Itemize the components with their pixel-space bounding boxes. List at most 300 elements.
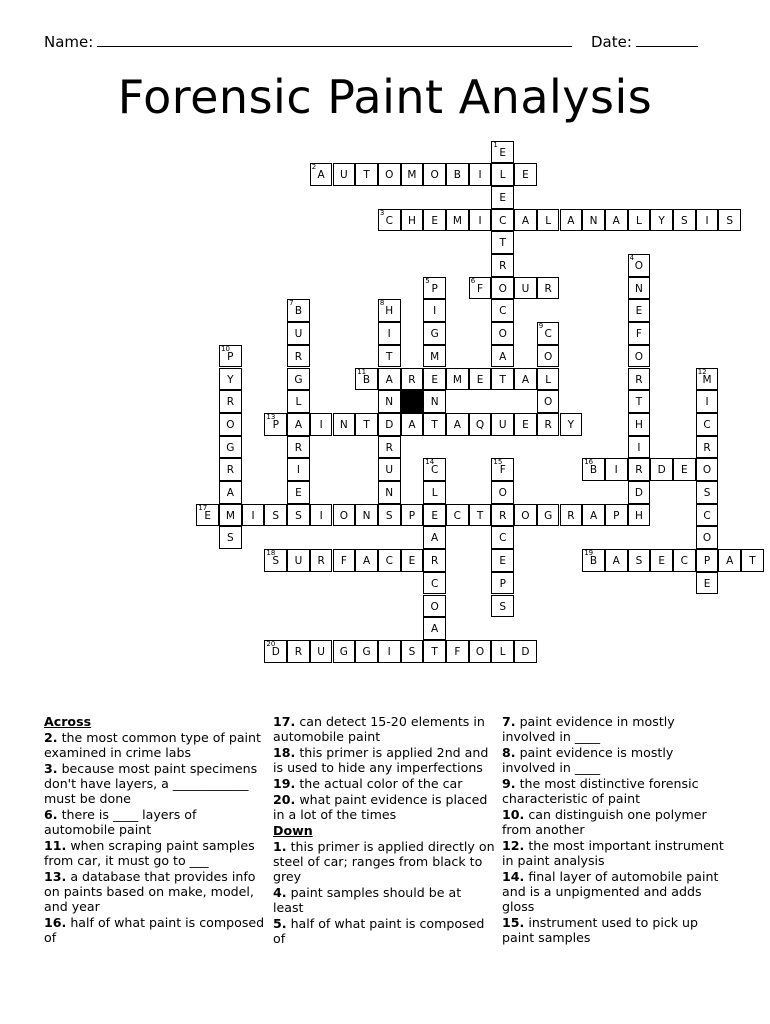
grid-cell[interactable]	[560, 209, 583, 232]
cell-letter: B	[362, 373, 371, 386]
cell-letter: O	[521, 509, 530, 522]
grid-cell[interactable]	[446, 640, 469, 663]
grid-cell[interactable]	[423, 526, 446, 549]
grid-cell[interactable]	[401, 209, 424, 232]
cell-letter: T	[476, 509, 484, 522]
grid-cell[interactable]	[628, 436, 651, 459]
grid-cell[interactable]	[718, 209, 741, 232]
grid-cell[interactable]	[696, 436, 719, 459]
clue-number-label: 14.	[502, 869, 525, 884]
clue-number-label: 4.	[273, 885, 287, 900]
grid-cell[interactable]	[219, 458, 242, 481]
grid-cell[interactable]	[423, 572, 446, 595]
cell-letter: C	[385, 214, 393, 227]
cell-letter: T	[431, 645, 438, 658]
grid-cell[interactable]	[582, 504, 605, 527]
grid-cell[interactable]	[219, 526, 242, 549]
grid-cell[interactable]	[537, 368, 560, 391]
cell-letter: P	[499, 577, 506, 590]
cell-letter: L	[499, 645, 506, 658]
cell-letter: O	[544, 396, 553, 409]
grid-cell[interactable]	[491, 572, 514, 595]
cell-letter: T	[749, 555, 756, 568]
page-title: Forensic Paint Analysis	[117, 70, 653, 124]
cell-letter: U	[521, 282, 530, 295]
cell-letter: L	[545, 373, 552, 386]
cell-letter: S	[635, 555, 643, 568]
cell-letter: T	[386, 350, 393, 363]
clue-number: 16	[584, 458, 594, 467]
clue-text: paint evidence is mostly involved in ____	[502, 745, 674, 775]
cell-letter: C	[703, 418, 711, 431]
grid-cell[interactable]	[355, 413, 378, 436]
grid-cell[interactable]	[696, 209, 719, 232]
grid-cell[interactable]	[287, 549, 310, 572]
cell-letter: F	[454, 645, 461, 658]
cell-letter: N	[385, 396, 394, 409]
cell-letter: E	[658, 555, 665, 568]
grid-cell[interactable]	[469, 277, 492, 300]
cell-letter: N	[430, 396, 439, 409]
grid-cell[interactable]	[469, 504, 492, 527]
grid-cell[interactable]	[264, 640, 287, 663]
clue-item	[502, 869, 726, 914]
cell-letter: S	[227, 532, 234, 545]
cell-letter: O	[226, 418, 235, 431]
grid-cell[interactable]	[310, 640, 333, 663]
grid-cell[interactable]	[378, 458, 401, 481]
grid-cell[interactable]	[537, 322, 560, 345]
cell-letter: G	[430, 328, 439, 341]
grid-cell[interactable]	[514, 368, 537, 391]
cell-letter: A	[612, 555, 620, 568]
grid-cell[interactable]	[628, 345, 651, 368]
cell-letter: B	[589, 555, 598, 568]
cell-letter: C	[499, 532, 507, 545]
grid-cell[interactable]	[423, 163, 446, 186]
cell-letter: R	[703, 441, 711, 454]
grid-cell[interactable]	[491, 526, 514, 549]
grid-cell[interactable]	[537, 413, 560, 436]
grid-cell[interactable]	[491, 345, 514, 368]
grid-cell[interactable]	[401, 504, 424, 527]
grid-cell[interactable]	[491, 595, 514, 618]
grid-cell[interactable]	[582, 458, 605, 481]
cell-letter: T	[363, 169, 370, 182]
grid-cell[interactable]	[355, 504, 378, 527]
grid-cell[interactable]	[423, 617, 446, 640]
grid-cell[interactable]	[378, 390, 401, 413]
grid-cell[interactable]	[423, 209, 446, 232]
cell-letter: D	[657, 464, 666, 477]
grid-cell[interactable]	[491, 209, 514, 232]
grid-cell[interactable]	[514, 209, 537, 232]
grid-cell[interactable]	[673, 458, 696, 481]
grid-cell[interactable]	[287, 640, 310, 663]
clue-number: 11	[357, 367, 367, 376]
grid-cell[interactable]	[423, 413, 446, 436]
grid-cell[interactable]	[287, 436, 310, 459]
grid-cell[interactable]	[628, 209, 651, 232]
grid-cell[interactable]	[423, 458, 446, 481]
grid-cell[interactable]	[401, 163, 424, 186]
grid-cell[interactable]	[491, 368, 514, 391]
grid-cell[interactable]	[446, 209, 469, 232]
grid-cell[interactable]	[537, 277, 560, 300]
grid-cell[interactable]	[696, 526, 719, 549]
clue-item	[502, 745, 726, 775]
grid-cell[interactable]	[219, 413, 242, 436]
date-label: Date:	[591, 33, 632, 51]
cell-letter: E	[499, 191, 507, 204]
clue-number-label: 12.	[502, 838, 525, 853]
clue-number: 9	[538, 322, 544, 331]
clue-number-label: 7.	[502, 714, 516, 729]
cell-letter: D	[385, 418, 394, 431]
grid-cell[interactable]	[491, 504, 514, 527]
grid-cell[interactable]	[219, 368, 242, 391]
grid-cell[interactable]	[605, 458, 628, 481]
cell-letter: I	[387, 328, 391, 341]
grid-cell[interactable]	[401, 368, 424, 391]
grid-cell[interactable]	[469, 413, 492, 436]
cell-letter: D	[521, 645, 530, 658]
cell-letter: F	[340, 555, 347, 568]
grid-cell[interactable]	[628, 277, 651, 300]
grid-cell[interactable]	[287, 504, 310, 527]
cell-letter: L	[545, 214, 552, 227]
across-heading: Across	[44, 714, 92, 729]
grid-cell[interactable]	[514, 277, 537, 300]
grid-cell[interactable]	[537, 504, 560, 527]
cell-letter: I	[637, 441, 641, 454]
grid-cell[interactable]	[423, 504, 446, 527]
clues-column-3	[502, 714, 726, 946]
cell-letter: O	[475, 645, 485, 658]
clue-number-label: 17.	[273, 714, 296, 729]
grid-cell[interactable]	[287, 299, 310, 322]
grid-cell[interactable]	[378, 368, 401, 391]
grid-cell[interactable]	[423, 345, 446, 368]
cell-letter: N	[589, 214, 598, 227]
clue-item	[502, 838, 726, 868]
grid-cell[interactable]	[310, 413, 333, 436]
clue-text: the most distinctive forensic characteristic of paint	[502, 776, 699, 806]
grid-cell[interactable]	[423, 481, 446, 504]
grid-cell[interactable]	[560, 413, 583, 436]
clue-text: instrument used to pick up paint samples	[502, 915, 699, 945]
cell-letter: B	[453, 169, 461, 182]
grid-cell[interactable]	[537, 345, 560, 368]
grid-cell[interactable]	[469, 163, 492, 186]
grid-cell[interactable]	[628, 413, 651, 436]
grid-cell[interactable]	[310, 163, 333, 186]
grid-cell[interactable]	[491, 141, 514, 164]
grid-cell[interactable]	[219, 481, 242, 504]
grid-cell[interactable]	[378, 549, 401, 572]
cell-letter: G	[226, 441, 235, 454]
cell-letter: A	[294, 418, 303, 431]
clue-text: the most important instrument in paint analysis	[502, 838, 724, 868]
grid-cell[interactable]	[423, 299, 446, 322]
grid-cell[interactable]	[423, 390, 446, 413]
clue-number: 1	[493, 140, 498, 149]
cell-letter: G	[362, 645, 371, 658]
cell-letter: B	[294, 305, 303, 318]
grid-cell[interactable]	[560, 504, 583, 527]
clue-text: what paint evidence is placed in a lot of the times	[273, 792, 488, 822]
grid-cell[interactable]	[378, 345, 401, 368]
cell-letter: C	[453, 509, 462, 522]
grid-cell[interactable]	[718, 549, 741, 572]
grid-cell[interactable]	[287, 368, 310, 391]
grid-cell[interactable]	[333, 549, 356, 572]
grid-cell[interactable]	[310, 504, 333, 527]
cell-letter: I	[433, 305, 437, 318]
clue-text: this primer is applied 2nd and is used to hide any imperfections	[273, 745, 489, 775]
clue-item	[273, 745, 495, 775]
cell-letter: T	[499, 373, 506, 386]
grid-cell[interactable]	[423, 640, 446, 663]
grid-cell[interactable]	[582, 549, 605, 572]
cell-letter: C	[499, 214, 507, 227]
cell-letter: D	[634, 487, 643, 499]
grid-cell[interactable]	[242, 504, 265, 527]
cell-letter: I	[387, 645, 391, 658]
grid-cell[interactable]	[333, 413, 356, 436]
grid-cell[interactable]	[219, 345, 242, 368]
grid-cell[interactable]	[673, 209, 696, 232]
grid-cell[interactable]	[469, 640, 492, 663]
grid-cell[interactable]	[378, 640, 401, 663]
grid-cell[interactable]	[491, 481, 514, 504]
grid-cell[interactable]	[287, 322, 310, 345]
grid-cell[interactable]	[491, 413, 514, 436]
cell-letter: O	[702, 532, 712, 545]
grid-cell[interactable]	[469, 368, 492, 391]
cell-letter: Y	[658, 214, 665, 227]
grid-cell[interactable]	[287, 390, 310, 413]
grid-cell[interactable]	[446, 504, 469, 527]
grid-cell[interactable]	[423, 549, 446, 572]
grid-cell[interactable]	[264, 504, 287, 527]
grid-cell[interactable]	[287, 345, 310, 368]
cell-letter: S	[272, 509, 280, 522]
cell-letter: Q	[475, 418, 485, 431]
cell-letter: P	[431, 282, 438, 295]
grid-cell[interactable]	[355, 368, 378, 391]
grid-cell[interactable]	[423, 368, 446, 391]
cell-letter: R	[544, 418, 552, 431]
grid-cell[interactable]	[378, 481, 401, 504]
grid-cell[interactable]	[287, 413, 310, 436]
grid-cell[interactable]	[378, 322, 401, 345]
grid-cell[interactable]	[514, 163, 537, 186]
grid-cell[interactable]	[401, 413, 424, 436]
grid-cell[interactable]	[378, 163, 401, 186]
grid-cell[interactable]	[423, 322, 446, 345]
clue-number: 17	[198, 503, 208, 512]
grid-cell[interactable]	[605, 549, 628, 572]
cell-letter: A	[453, 418, 461, 431]
grid-cell[interactable]	[673, 549, 696, 572]
cell-letter: L	[499, 169, 506, 182]
grid-cell[interactable]	[514, 504, 537, 527]
clue-item	[44, 730, 266, 760]
grid-cell[interactable]	[446, 163, 469, 186]
cell-letter: S	[272, 555, 280, 568]
cell-letter: S	[385, 509, 393, 522]
grid-cell[interactable]	[491, 231, 514, 254]
grid-cell[interactable]	[355, 549, 378, 572]
grid-cell[interactable]	[696, 413, 719, 436]
grid-cell[interactable]	[491, 163, 514, 186]
grid-cell[interactable]	[491, 277, 514, 300]
cell-letter: U	[294, 555, 303, 568]
cell-letter: H	[385, 305, 394, 318]
cell-letter: O	[498, 328, 507, 341]
grid-cell[interactable]	[491, 549, 514, 572]
clue-number: 6	[470, 276, 476, 285]
cell-letter: R	[294, 350, 303, 363]
grid-cell[interactable]	[378, 413, 401, 436]
cell-letter: E	[431, 373, 438, 386]
grid-cell[interactable]	[696, 458, 719, 481]
clue-number-label: 2.	[44, 730, 58, 745]
grid-cell[interactable]	[491, 640, 514, 663]
name-label: Name:	[44, 33, 94, 51]
grid-cell[interactable]	[333, 640, 356, 663]
clue-number-label: 9.	[502, 776, 516, 791]
grid-cell[interactable]	[628, 390, 651, 413]
grid-cell[interactable]	[650, 458, 673, 481]
grid-cell[interactable]	[696, 481, 719, 504]
cell-letter: T	[363, 418, 370, 431]
grid-cell[interactable]	[446, 413, 469, 436]
cell-letter: A	[362, 555, 371, 568]
grid-cell[interactable]	[628, 504, 651, 527]
grid-cell[interactable]	[378, 299, 401, 322]
clue-number-label: 11.	[44, 838, 67, 853]
grid-cell[interactable]	[355, 163, 378, 186]
cell-letter: S	[681, 214, 688, 227]
grid-cell[interactable]	[378, 504, 401, 527]
grid-cell[interactable]	[628, 299, 651, 322]
cell-letter: H	[407, 214, 416, 227]
grid-cell[interactable]	[741, 549, 764, 572]
grid-cell[interactable]	[491, 299, 514, 322]
grid-cell[interactable]	[423, 277, 446, 300]
grid-cell[interactable]	[514, 640, 537, 663]
grid-cell[interactable]	[491, 186, 514, 209]
grid-cell[interactable]	[514, 413, 537, 436]
grid-cell[interactable]	[537, 209, 560, 232]
grid-cell[interactable]	[469, 209, 492, 232]
grid-cell[interactable]	[378, 436, 401, 459]
grid-cell[interactable]	[355, 640, 378, 663]
grid-cell[interactable]	[378, 209, 401, 232]
clue-item	[502, 714, 726, 744]
clue-item	[273, 916, 495, 946]
clue-number: 12	[697, 367, 707, 376]
grid-cell[interactable]	[287, 481, 310, 504]
clue-number-label: 1.	[273, 839, 287, 854]
grid-cell[interactable]	[491, 458, 514, 481]
clue-text: can distinguish one polymer from another	[502, 807, 707, 837]
cell-letter: I	[478, 214, 482, 227]
grid-cell[interactable]	[333, 504, 356, 527]
black-cell	[401, 390, 424, 413]
clue-item	[273, 714, 495, 744]
grid-cell[interactable]	[401, 549, 424, 572]
grid-cell[interactable]	[650, 209, 673, 232]
grid-cell[interactable]	[219, 436, 242, 459]
cell-letter: O	[385, 169, 394, 182]
cell-letter: A	[408, 418, 416, 431]
grid-cell[interactable]	[287, 458, 310, 481]
grid-cell[interactable]	[219, 390, 242, 413]
grid-cell[interactable]	[582, 209, 605, 232]
grid-cell[interactable]	[605, 504, 628, 527]
cell-letter: O	[430, 169, 439, 182]
cell-letter: A	[726, 555, 734, 568]
grid-cell[interactable]	[264, 549, 287, 572]
clues-column-2	[273, 714, 495, 947]
cell-letter: A	[521, 373, 530, 386]
grid-cell[interactable]	[491, 322, 514, 345]
grid-cell[interactable]	[264, 413, 287, 436]
grid-cell[interactable]	[537, 390, 560, 413]
cell-letter: D	[271, 645, 280, 658]
grid-cell[interactable]	[696, 549, 719, 572]
grid-cell[interactable]	[310, 549, 333, 572]
grid-cell[interactable]	[650, 549, 673, 572]
grid-cell[interactable]	[696, 390, 719, 413]
grid-cell[interactable]	[446, 368, 469, 391]
clue-item	[273, 839, 495, 884]
grid-cell[interactable]	[628, 368, 651, 391]
clue-number: 8	[379, 299, 385, 308]
grid-cell[interactable]	[628, 322, 651, 345]
grid-cell[interactable]	[196, 504, 219, 527]
grid-cell[interactable]	[696, 572, 719, 595]
clue-text: when scraping paint samples from car, it must go to ___	[44, 838, 255, 868]
grid-cell[interactable]	[401, 640, 424, 663]
grid-cell[interactable]	[628, 458, 651, 481]
cell-letter: R	[430, 555, 439, 568]
cell-letter: A	[317, 169, 325, 182]
clue-number: 14	[425, 458, 435, 467]
grid-cell[interactable]	[696, 504, 719, 527]
grid-cell[interactable]	[605, 209, 628, 232]
grid-cell[interactable]	[628, 549, 651, 572]
cell-letter: I	[251, 509, 255, 522]
grid-cell[interactable]	[628, 481, 651, 504]
cell-letter: S	[499, 600, 507, 613]
grid-cell[interactable]	[628, 254, 651, 277]
grid-cell[interactable]	[491, 254, 514, 277]
grid-cell[interactable]	[333, 163, 356, 186]
grid-cell[interactable]	[423, 595, 446, 618]
clue-number-label: 13.	[44, 869, 67, 884]
clue-number-label: 16.	[44, 915, 67, 930]
clue-number: 4	[629, 254, 635, 262]
cell-letter: E	[408, 555, 416, 568]
grid-cell[interactable]	[219, 504, 242, 527]
grid-cell[interactable]	[696, 368, 719, 391]
cell-letter: E	[522, 418, 529, 431]
cell-letter: I	[705, 214, 709, 227]
